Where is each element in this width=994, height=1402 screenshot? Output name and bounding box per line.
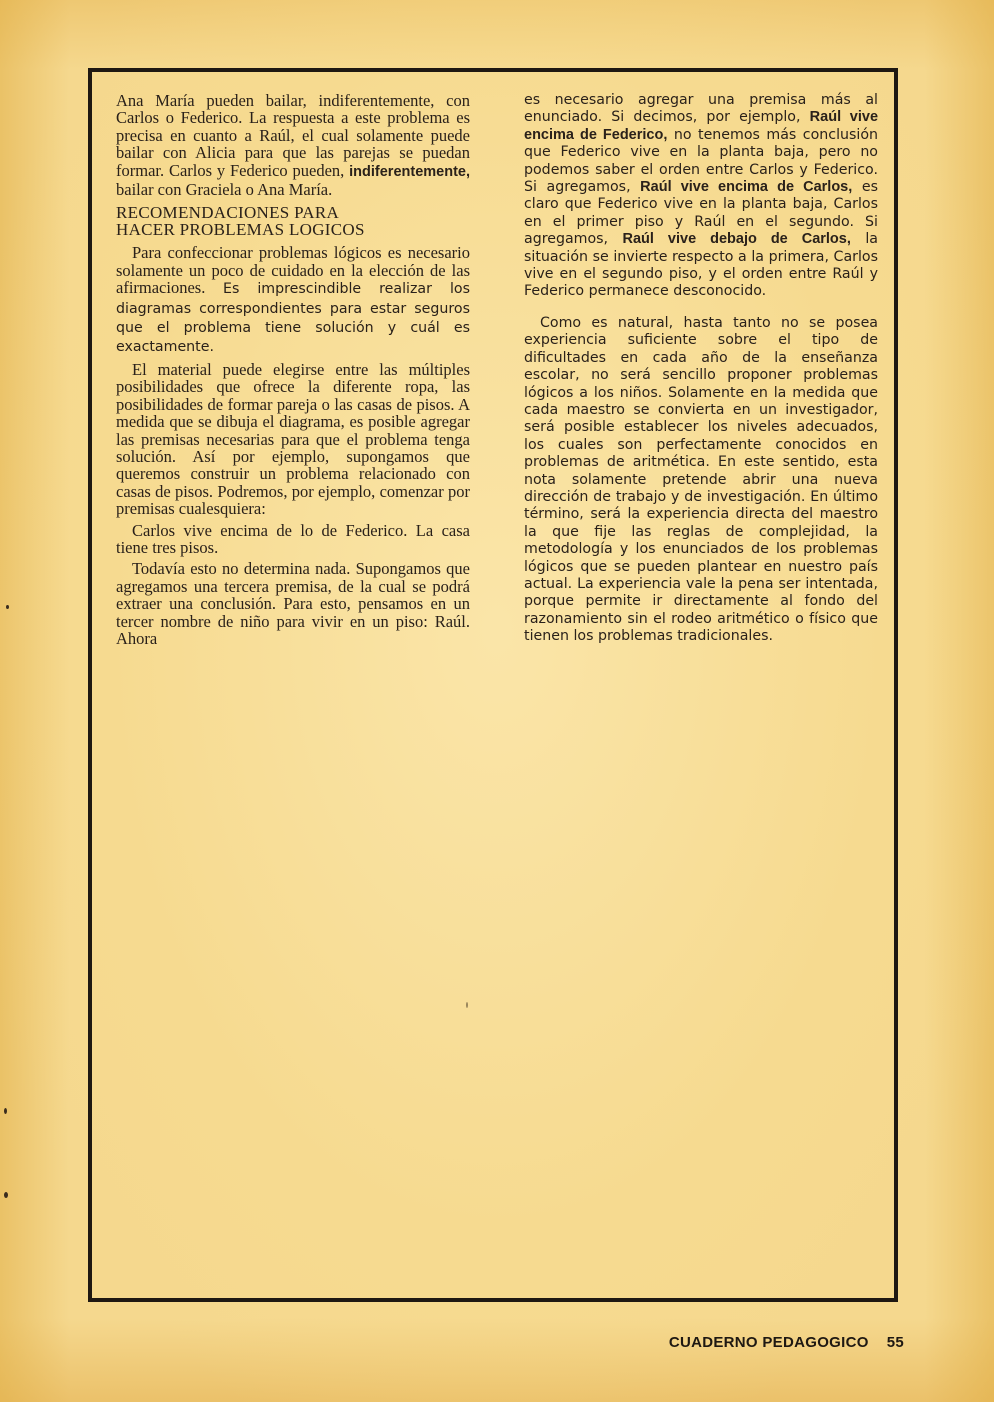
text-run: es claro que Federico vive en la planta baja, Carlos en el primer piso y Raúl en el segundo. Si agregamos, [524, 179, 878, 248]
text-run: bailar con Graciela o Ana María. [116, 180, 333, 200]
paragraph-recommendations [116, 244, 470, 356]
bold-text-run: Raúl vive encima de Federico, [524, 109, 879, 143]
text-run: es necesario agregar una premisa más al enunciado. Si decimos, por ejemplo, [524, 92, 878, 126]
page-number: 55 [886, 1334, 904, 1351]
text-run: El material puede elegirse entre las múltiples posibilidades que ofrece la diferente ropa, las posibilidades de formar pareja o las casas de pisos. A medida que se dibuja el diagrama, es posible agregar las premisas necesarias para que el problema tenga solución. Así por ejemplo, supongamos que queremos construir un problema relacionado con casas de pisos. Podremos, por ejemplo, comenzar por premisas cualesquiera: [116, 359, 470, 519]
bold-text-run: Es imprescindible realizar los diagramas correspondientes para estar seguros que el problema tiene solución y cuál es exactamente. [116, 281, 470, 356]
paragraph-third-premise [116, 560, 470, 647]
right-text-column [524, 92, 878, 646]
paper-speck [4, 1192, 8, 1198]
section-heading [116, 204, 470, 238]
paragraph-premises [116, 522, 470, 557]
paragraph-conclusion [524, 315, 878, 646]
publication-title: CUADERNO PEDAGOGICO [668, 1334, 869, 1351]
paragraph-material [116, 361, 470, 518]
text-run: Como es natural, hasta tanto no se posea experiencia suficiente sobre el tipo de dificultades en cada año de la enseñanza escolar, no será sencillo proponer problemas lógicos a los niños. Solamente en la medida que cada maestro se convierta en un investigador, será posible establecer los niveles adecuados, los cuales son perfectamente conocidos en problemas de aritmética. En este sentido, esta nota solamente pretende abrir una nueva dirección de trabajo y de investigación. En último término, será la experiencia directa del maestro la que fije las reglas de complejidad, la metodología y los enunciados de los problemas lógicos que se pueden plantear en nuestro país actual. La experiencia vale la pena ser intentada, porque permite ir directamente al fondo del razonamiento sin el rodeo aritmético o físico que tienen los problemas tradicionales. [524, 314, 878, 645]
section-heading-line: HACER PROBLEMAS LOGICOS [116, 220, 365, 240]
page-footer [669, 1334, 904, 1351]
bold-text-run: indiferentemente, [349, 163, 470, 180]
left-text-column [116, 92, 470, 647]
text-run: Ana María pueden bailar, indiferentemente, con Carlos o Federico. La respuesta a este problema es precisa en cuanto a Raúl, el cual solamente puede bailar con Alicia para que las parejas se puedan formar. Carlos y Federico pueden, [116, 91, 470, 180]
bold-text-run: Raúl vive encima de Carlos, [640, 179, 853, 196]
paper-speck [466, 1002, 468, 1008]
section-heading-line: RECOMENDACIONES PARA [116, 203, 340, 223]
paragraph-premise-examples [524, 92, 878, 301]
text-run: Para confeccionar problemas lógicos es necesario solamente un poco de cuidado en la elección de las afirmaciones. [116, 243, 470, 298]
text-run: Todavía esto no determina nada. Supongamos que agregamos una tercera premisa, de la cual se podrá extraer una conclusión. Para esto, pensamos en un tercer nombre de niño para vivir en un piso: Raúl. Ahora [116, 559, 470, 648]
paper-speck [6, 605, 9, 609]
paper-speck [4, 1108, 7, 1114]
text-run: Carlos vive encima de lo de Federico. La casa tiene tres pisos. [116, 520, 470, 557]
text-run: la situación se invierte respecto a la primera, Carlos vive en el segundo piso, y el orden entre Raúl y Federico permanece desconocido. [524, 231, 878, 300]
text-run: no tenemos más conclusión que Federico vive en la planta baja, pero no podemos saber el orden entre Carlos y Federico. Si agregamos, [524, 126, 879, 196]
paragraph-dance-conclusion [116, 92, 470, 198]
bold-text-run: Raúl vive debajo de Carlos, [622, 231, 851, 248]
